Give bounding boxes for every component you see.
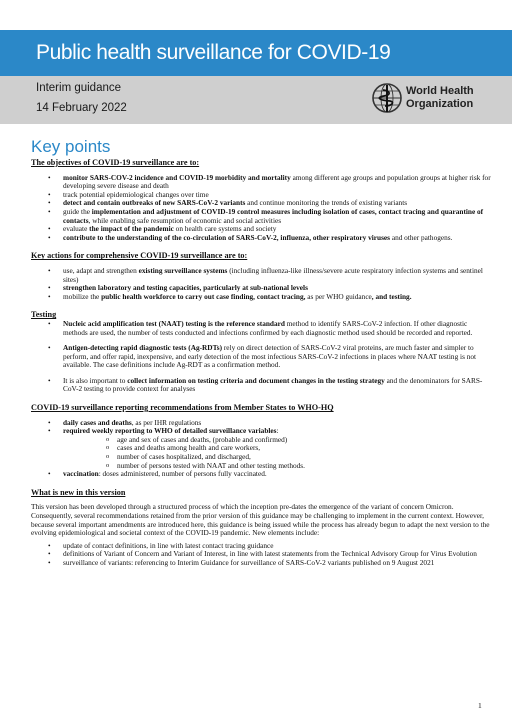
sub-list-item: o age and sex of cases and deaths, (probable and confirmed) (63, 436, 491, 445)
sub-list-item: o cases and deaths among health and care workers, (63, 444, 491, 453)
list-item: • monitor SARS-COV-2 incidence and COVID-19 morbidity and mortality among different age groups and population groups at higher risk for developing severe disease and death (31, 174, 491, 191)
list-item: • track potential epidemiological changes over time (31, 191, 491, 200)
list-item: • use, adapt and strengthen existing surveillance systems (including influenza-like illness/severe acute respiratory infection systems and sentinel sites) (31, 267, 491, 284)
guidance-type: Interim guidance (36, 82, 122, 94)
list-item: • definitions of Variant of Concern and Variant of Interest, in line with latest statements from the Technical Advisory Group for Virus Evolution (31, 550, 491, 559)
list-item: • mobilize the public health workforce to carry out case finding, contact tracing, as per WHO guidance, and testing. (31, 293, 491, 302)
sub-list-item: o number of persons tested with NAAT and other testing methods. (63, 462, 491, 471)
list-item: • vaccination: doses administered, number of persons fully vaccinated. (31, 470, 491, 479)
section-heading: COVID-19 surveillance reporting recommendations from Member States to WHO-HQ (31, 403, 334, 413)
list-item: • Antigen-detecting rapid diagnostic tests (Ag-RDTs) rely on direct detection of SARS-CoV-2 viral proteins, are much faster and simpler to perform, and offer rapid, inexpensive, and early detection of the most infectious SARS-CoV-2 infections in places where NAAT testing is not available. The case definitions include Ag-RDT as a confirmation method. (31, 344, 491, 370)
page-number: 1 (478, 701, 482, 710)
list-item: • surveillance of variants: referencing to Interim Guidance for surveillance of SARS-CoV-2 variants published on 9 August 2021 (31, 559, 491, 568)
list-item: • contribute to the understanding of the co-circulation of SARS-CoV-2, influenza, other respiratory viruses and other pathogens. (31, 234, 491, 243)
paragraph: This version has been developed through a structured process of which the inception pre-dates the emergence of the variant of concern Omicron. Consequently, several recommendations retained from the prior version of this guidance may be challenging to implement in the current context. However, because several important amendments are introduced here, this guidance is being issued while the process has already begun to adapt the next version to the evolving epidemiological and societal context of the COVID-19 pandemic. New elements include: (31, 502, 490, 538)
reporting-section (31, 404, 491, 479)
list-item: • update of contact definitions, in line with latest contact tracing guidance (31, 542, 491, 551)
list-item: • Nucleic acid amplification test (NAAT) testing is the reference standard method to identify SARS-CoV-2 infection. If other diagnostic methods are used, the number of tests conducted and infections confirmed by each diagnostic method used should be recorded and reported. (31, 320, 491, 337)
list-item: • required weekly reporting to WHO of detailed surveillance variables: o age and sex of cases and deaths, (probable and confirmed) o cases and deaths among health and care workers, o number of cases hospitalized, and discharged, o number of persons tested with NAAT and other testing methods. (31, 427, 491, 470)
publication-date: 14 February 2022 (36, 102, 127, 114)
who-logo (371, 82, 511, 114)
list-item: • strengthen laboratory and testing capacities, particularly at sub-national levels (31, 284, 491, 293)
section-heading: The objectives of COVID-19 surveillance are to: (31, 158, 200, 167)
section-heading: What is new in this version (31, 487, 126, 497)
org-name-line1: World Health (406, 85, 474, 97)
sub-list-item: o number of cases hospitalized, and discharged, (63, 453, 491, 462)
testing-section (31, 311, 491, 394)
list-item: • detect and contain outbreaks of new SARS-CoV-2 variants and continue monitoring the trends of existing variants (31, 199, 491, 208)
who-emblem-icon (371, 82, 403, 114)
whats-new-section (31, 489, 491, 568)
list-item: • It is also important to collect information on testing criteria and document changes in the testing strategy and the denominators for SARS-CoV-2 testing to provide context for analyses (31, 377, 491, 394)
document-title: Public health surveillance for COVID-19 (36, 41, 391, 64)
actions-section (31, 252, 491, 301)
key-points-heading: Key points (31, 137, 111, 156)
org-name-line2: Organization (406, 97, 474, 110)
section-heading: Testing (31, 310, 57, 320)
section-heading: Key actions for comprehensive COVID-19 surveillance are to: (31, 251, 248, 261)
list-item: • guide the implementation and adjustment of COVID-19 control measures including isolation of cases, contact tracing and quarantine of contacts, while enabling safe resumption of economic and social activities (31, 208, 491, 225)
who-wordmark (406, 85, 474, 110)
document-body (31, 159, 491, 578)
list-item: • evaluate the impact of the pandemic on health care systems and society (31, 225, 491, 234)
list-item: • daily cases and deaths, as per IHR regulations (31, 419, 491, 428)
objectives-section (31, 159, 491, 242)
